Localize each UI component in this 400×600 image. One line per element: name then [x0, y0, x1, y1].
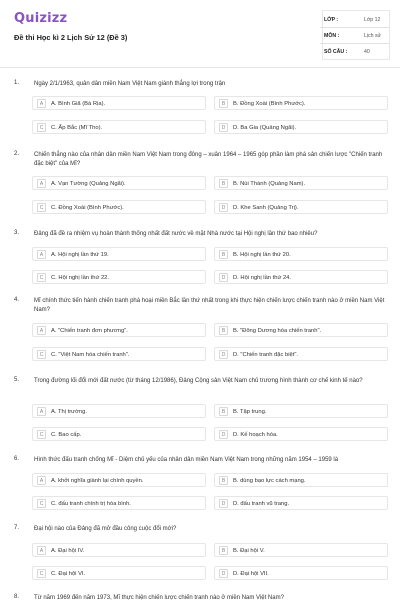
- question-number: 5.: [14, 377, 20, 383]
- option-d[interactable]: [214, 347, 388, 361]
- option-text: D. "Chiến tranh đặc biệt".: [233, 351, 299, 358]
- option-letter: C: [37, 430, 46, 439]
- option-letter: B: [219, 546, 228, 555]
- option-c[interactable]: [32, 270, 206, 284]
- option-a[interactable]: [32, 543, 206, 557]
- question-number: 4.: [14, 297, 20, 303]
- option-letter: D: [219, 350, 228, 359]
- option-b[interactable]: [214, 247, 388, 261]
- option-text: A. Hội nghị lần thứ 19.: [51, 251, 109, 258]
- option-text: A. Bình Giã (Bà Rịa).: [51, 100, 106, 107]
- question-text: Hình thức đấu tranh chống Mĩ - Diệm chủ yếu của nhân dân miền Nam Việt Nam trong những năm 1954 – 1959 là: [34, 457, 339, 463]
- option-b[interactable]: [214, 404, 388, 418]
- meta-count-label: SỐ CÂU :: [324, 49, 348, 55]
- meta-subject-value: Lịch sử: [364, 33, 382, 39]
- option-letter: D: [219, 203, 228, 212]
- option-letter: D: [219, 569, 228, 578]
- option-letter: B: [219, 476, 228, 485]
- question-text: Đảng đã đề ra nhiệm vụ hoàn thành thống nhất đất nước về mặt Nhà nước tại Hội nghị lần thứ bao nhiêu?: [34, 231, 318, 237]
- option-letter: A: [37, 546, 46, 555]
- option-letter: C: [37, 123, 46, 132]
- option-text: B. Tập trung.: [233, 408, 267, 415]
- option-letter: D: [219, 273, 228, 282]
- option-letter: C: [37, 499, 46, 508]
- option-c[interactable]: [32, 200, 206, 214]
- option-c[interactable]: [32, 427, 206, 441]
- option-text: A. Vạn Tường (Quảng Ngãi).: [51, 180, 126, 187]
- option-c[interactable]: [32, 496, 206, 510]
- option-text: C. Đồng Xoài (Bình Phước).: [51, 204, 124, 211]
- question-text: Chiến thắng nào của nhân dân miền Nam Việt Nam trong đông – xuân 1964 – 1965 góp phần làm phá sản chiến lược "Chiến tranh đặc biệt" của Mĩ?: [34, 152, 383, 167]
- option-a[interactable]: [32, 247, 206, 261]
- option-b[interactable]: [214, 176, 388, 190]
- question-text: Mĩ chính thức tiến hành chiến tranh phá hoại miền Bắc lần thứ nhất trong khi thực hiện chiến lược chiến tranh nào ở miền Nam Việt Nam?: [34, 298, 385, 313]
- option-letter: C: [37, 273, 46, 282]
- option-letter: B: [219, 179, 228, 188]
- meta-count-value: 40: [364, 49, 370, 55]
- option-text: C. Đại hội VI.: [51, 570, 86, 577]
- option-c[interactable]: [32, 347, 206, 361]
- option-text: A. Thị trường.: [51, 408, 87, 415]
- question-number: 2.: [14, 151, 20, 157]
- option-b[interactable]: [214, 323, 388, 337]
- option-text: D. Khe Sanh (Quảng Trị).: [233, 204, 299, 211]
- option-letter: A: [37, 476, 46, 485]
- meta-class-row: [320, 12, 390, 28]
- option-letter: B: [219, 250, 228, 259]
- option-text: A. Đại hội IV.: [51, 547, 85, 554]
- option-letter: D: [219, 430, 228, 439]
- option-d[interactable]: [214, 270, 388, 284]
- option-letter: B: [219, 407, 228, 416]
- option-text: B. Đồng Xoài (Bình Phước).: [233, 100, 306, 107]
- worksheet-title: Đề thi Học kì 2 Lịch Sử 12 (Đề 3): [14, 33, 128, 42]
- option-text: B. Núi Thành (Quảng Nam).: [233, 180, 306, 187]
- option-text: B. Hội nghị lần thứ 20.: [233, 251, 291, 258]
- option-letter: A: [37, 407, 46, 416]
- option-text: C. "Việt Nam hóa chiến tranh".: [51, 351, 130, 358]
- option-b[interactable]: [214, 96, 388, 110]
- option-c[interactable]: [32, 120, 206, 134]
- option-letter: C: [37, 350, 46, 359]
- question-text: Từ năm 1969 đến năm 1973, Mĩ thực hiện chiến lược chiến tranh nào ở miền Nam Việt Nam?: [34, 595, 284, 600]
- option-b[interactable]: [214, 543, 388, 557]
- option-text: C. Ấp Bắc (Mĩ Tho).: [51, 124, 103, 131]
- option-text: D. Ba Gia (Quảng Ngãi).: [233, 124, 297, 131]
- option-a[interactable]: [32, 323, 206, 337]
- quizizz-logo: Quizizz: [14, 11, 68, 26]
- option-text: D. đấu tranh vũ trang.: [233, 500, 290, 507]
- meta-class-label: LỚP :: [324, 17, 339, 23]
- option-letter: B: [219, 326, 228, 335]
- option-text: D. Hội nghị lần thứ 24.: [233, 274, 292, 281]
- option-letter: A: [37, 250, 46, 259]
- option-text: C. Hội nghị lần thứ 22.: [51, 274, 110, 281]
- question-text: Đại hội nào của Đảng đã mở đầu công cuộc đổi mới?: [34, 526, 177, 532]
- option-letter: D: [219, 499, 228, 508]
- meta-count-row: [320, 44, 390, 60]
- option-a[interactable]: [32, 473, 206, 487]
- question-number: 8.: [14, 594, 20, 600]
- option-text: D. Kế hoạch hóa.: [233, 431, 278, 438]
- option-letter: C: [37, 569, 46, 578]
- option-text: A. khởi nghĩa giành lại chính quyền.: [51, 477, 144, 484]
- option-d[interactable]: [214, 566, 388, 580]
- question-text: Trong đường lối đổi mới đất nước (từ tháng 12/1986), Đảng Cộng sản Việt Nam chủ trương hình thành cơ chế kinh tế nào?: [34, 378, 363, 384]
- option-a[interactable]: [32, 96, 206, 110]
- option-text: D. Đại hội VII.: [233, 570, 269, 577]
- option-text: B. Đại hội V.: [233, 547, 265, 554]
- option-d[interactable]: [214, 200, 388, 214]
- option-letter: D: [219, 123, 228, 132]
- option-letter: A: [37, 179, 46, 188]
- option-text: B. "Đông Dương hóa chiến tranh".: [233, 327, 322, 334]
- question-number: 1.: [14, 80, 20, 86]
- meta-class-value: Lớp 12: [364, 17, 381, 23]
- question-number: 7.: [14, 525, 20, 531]
- option-text: C. đấu tranh chính trị hòa bình.: [51, 500, 131, 507]
- option-text: C. Bao cấp.: [51, 431, 82, 438]
- question-number: 6.: [14, 456, 20, 462]
- option-a[interactable]: [32, 404, 206, 418]
- option-c[interactable]: [32, 566, 206, 580]
- question-number: 3.: [14, 230, 20, 236]
- option-letter: A: [37, 99, 46, 108]
- meta-subject-row: [320, 28, 390, 44]
- option-text: B. dùng bạo lực cách mạng.: [233, 477, 306, 484]
- option-letter: C: [37, 203, 46, 212]
- option-a[interactable]: [32, 176, 206, 190]
- option-d[interactable]: [214, 427, 388, 441]
- meta-subject-label: MÔN :: [324, 33, 340, 39]
- option-letter: B: [219, 99, 228, 108]
- option-text: A. "Chiến tranh đơn phương".: [51, 327, 128, 334]
- option-d[interactable]: [214, 496, 388, 510]
- option-b[interactable]: [214, 473, 388, 487]
- option-d[interactable]: [214, 120, 388, 134]
- question-text: Ngày 2/1/1963, quân dân miền Nam Việt Nam giành thắng lợi trong trận: [34, 81, 226, 87]
- option-letter: A: [37, 326, 46, 335]
